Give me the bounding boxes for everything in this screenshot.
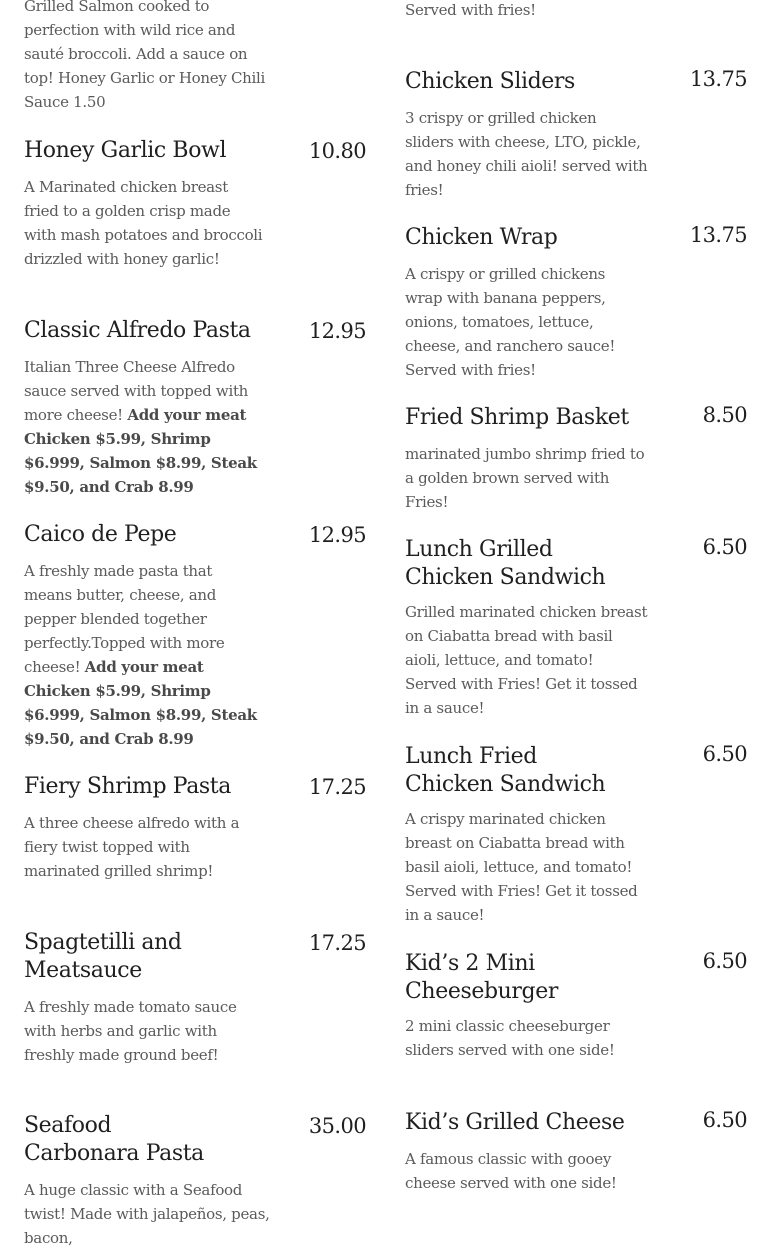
item-description: A huge classic with a Seafood twist! Made with jalapeños, peas, bacon, [24, 1181, 270, 1247]
item-name: Fried Shrimp Basket [405, 405, 629, 430]
item-price: 17.25 [308, 931, 366, 955]
item-price: 13.75 [689, 67, 747, 91]
item-name: Caico de Pepe [24, 522, 177, 547]
item-price: 13.75 [689, 223, 747, 247]
menu-item-lunch-fried-chicken-sandwich [405, 742, 747, 924]
item-name: Chicken Sliders [405, 69, 575, 94]
item-price: 6.50 [702, 742, 747, 766]
menu-item-kids-grilled-cheese [405, 1109, 747, 1199]
item-name: Lunch Grilled Chicken Sandwich [405, 537, 606, 590]
item-description [24, 355, 264, 499]
menu-item-fragment-top-right [405, 0, 655, 28]
menu-item-fried-shrimp-basket [405, 403, 747, 511]
item-name: Lunch Fried Chicken Sandwich [405, 744, 606, 797]
item-description: 2 mini classic cheeseburger sliders served with one side! [405, 1017, 615, 1059]
item-price: 17.25 [308, 775, 366, 799]
item-price: 6.50 [702, 535, 747, 559]
item-description: A three cheese alfredo with a fiery twist topped with marinated grilled shrimp! [24, 814, 240, 880]
item-addon-text: Add your meat Chicken $5.99, Shrimp $6.999, Salmon $8.99, Steak $9.50, and Crab 8.99 [24, 658, 257, 748]
item-description: Served with fries! [405, 1, 536, 19]
item-name: Kid’s 2 Mini Cheeseburger [405, 951, 558, 1004]
item-description [24, 559, 258, 751]
item-name: Seafood Carbonara Pasta [24, 1113, 204, 1166]
menu-item-chicken-wrap [405, 223, 747, 379]
item-description: A Marinated chicken breast fried to a golden crisp made with mash potatoes and broccoli drizzled with honey garlic! [24, 178, 263, 268]
item-description: A famous classic with gooey cheese served with one side! [405, 1150, 617, 1192]
item-price: 8.50 [702, 403, 747, 427]
menu-item-honey-garlic-bowl [24, 137, 366, 277]
item-description: A crispy or grilled chickens wrap with banana peppers, onions, tomatoes, lettuce, cheese, and ranchero sauce! Served with fries! [405, 265, 616, 379]
item-name: Honey Garlic Bowl [24, 138, 227, 163]
item-name: Kid’s Grilled Cheese [405, 1110, 625, 1135]
item-name: Spagtetilli and Meatsauce [24, 930, 182, 983]
item-description: Grilled Salmon cooked to perfection with wild rice and sauté broccoli. Add a sauce on top! Honey Garlic or Honey Chili Sauce 1.50 [24, 0, 265, 111]
item-addon-text: Add your meat Chicken $5.99, Shrimp $6.999, Salmon $8.99, Steak $9.50, and Crab 8.99 [24, 406, 257, 496]
item-price: 12.95 [308, 523, 366, 547]
item-price: 12.95 [308, 319, 366, 343]
menu-item-kids-2-mini-cheeseburger [405, 950, 747, 1065]
item-price: 35.00 [308, 1114, 366, 1138]
item-price: 6.50 [702, 1108, 747, 1132]
item-name: Fiery Shrimp Pasta [24, 774, 231, 799]
menu-item-caico-de-pepe [24, 521, 366, 748]
item-description: marinated jumbo shrimp fried to a golden brown served with Fries! [405, 445, 645, 511]
menu-item-fiery-shrimp-pasta [24, 773, 366, 883]
item-price: 6.50 [702, 949, 747, 973]
menu-item-chicken-sliders [405, 67, 747, 199]
menu-item-spagtetilli-and-meatsauce [24, 929, 366, 1069]
menu-item-seafood-carbonara-pasta [24, 1112, 366, 1247]
item-name: Chicken Wrap [405, 225, 558, 250]
item-price: 10.80 [308, 139, 366, 163]
menu-item-fragment-salmon [24, 0, 274, 111]
item-description: 3 crispy or grilled chicken sliders with cheese, LTO, pickle, and honey chili aioli! served with fries! [405, 109, 648, 199]
menu-item-lunch-grilled-chicken-sandwich [405, 535, 747, 717]
item-description: Grilled marinated chicken breast on Ciabatta bread with basil aioli, lettuce, and tomato! Served with Fries! Get it tossed in a sauce! [405, 603, 648, 717]
item-description-text: Italian Three Cheese Alfredo sauce served with topped with more cheese! [24, 358, 249, 424]
item-description: A crispy marinated chicken breast on Ciabatta bread with basil aioli, lettuce, and tomato! Served with Fries! Get it tossed in a sauce! [405, 810, 638, 924]
menu-item-classic-alfredo-pasta [24, 317, 366, 496]
item-name: Classic Alfredo Pasta [24, 318, 251, 343]
item-description-text: A freshly made pasta that means butter, cheese, and pepper blended together perfectly.Topped with more cheese! [24, 562, 225, 676]
item-description: A freshly made tomato sauce with herbs and garlic with freshly made ground beef! [24, 998, 237, 1064]
